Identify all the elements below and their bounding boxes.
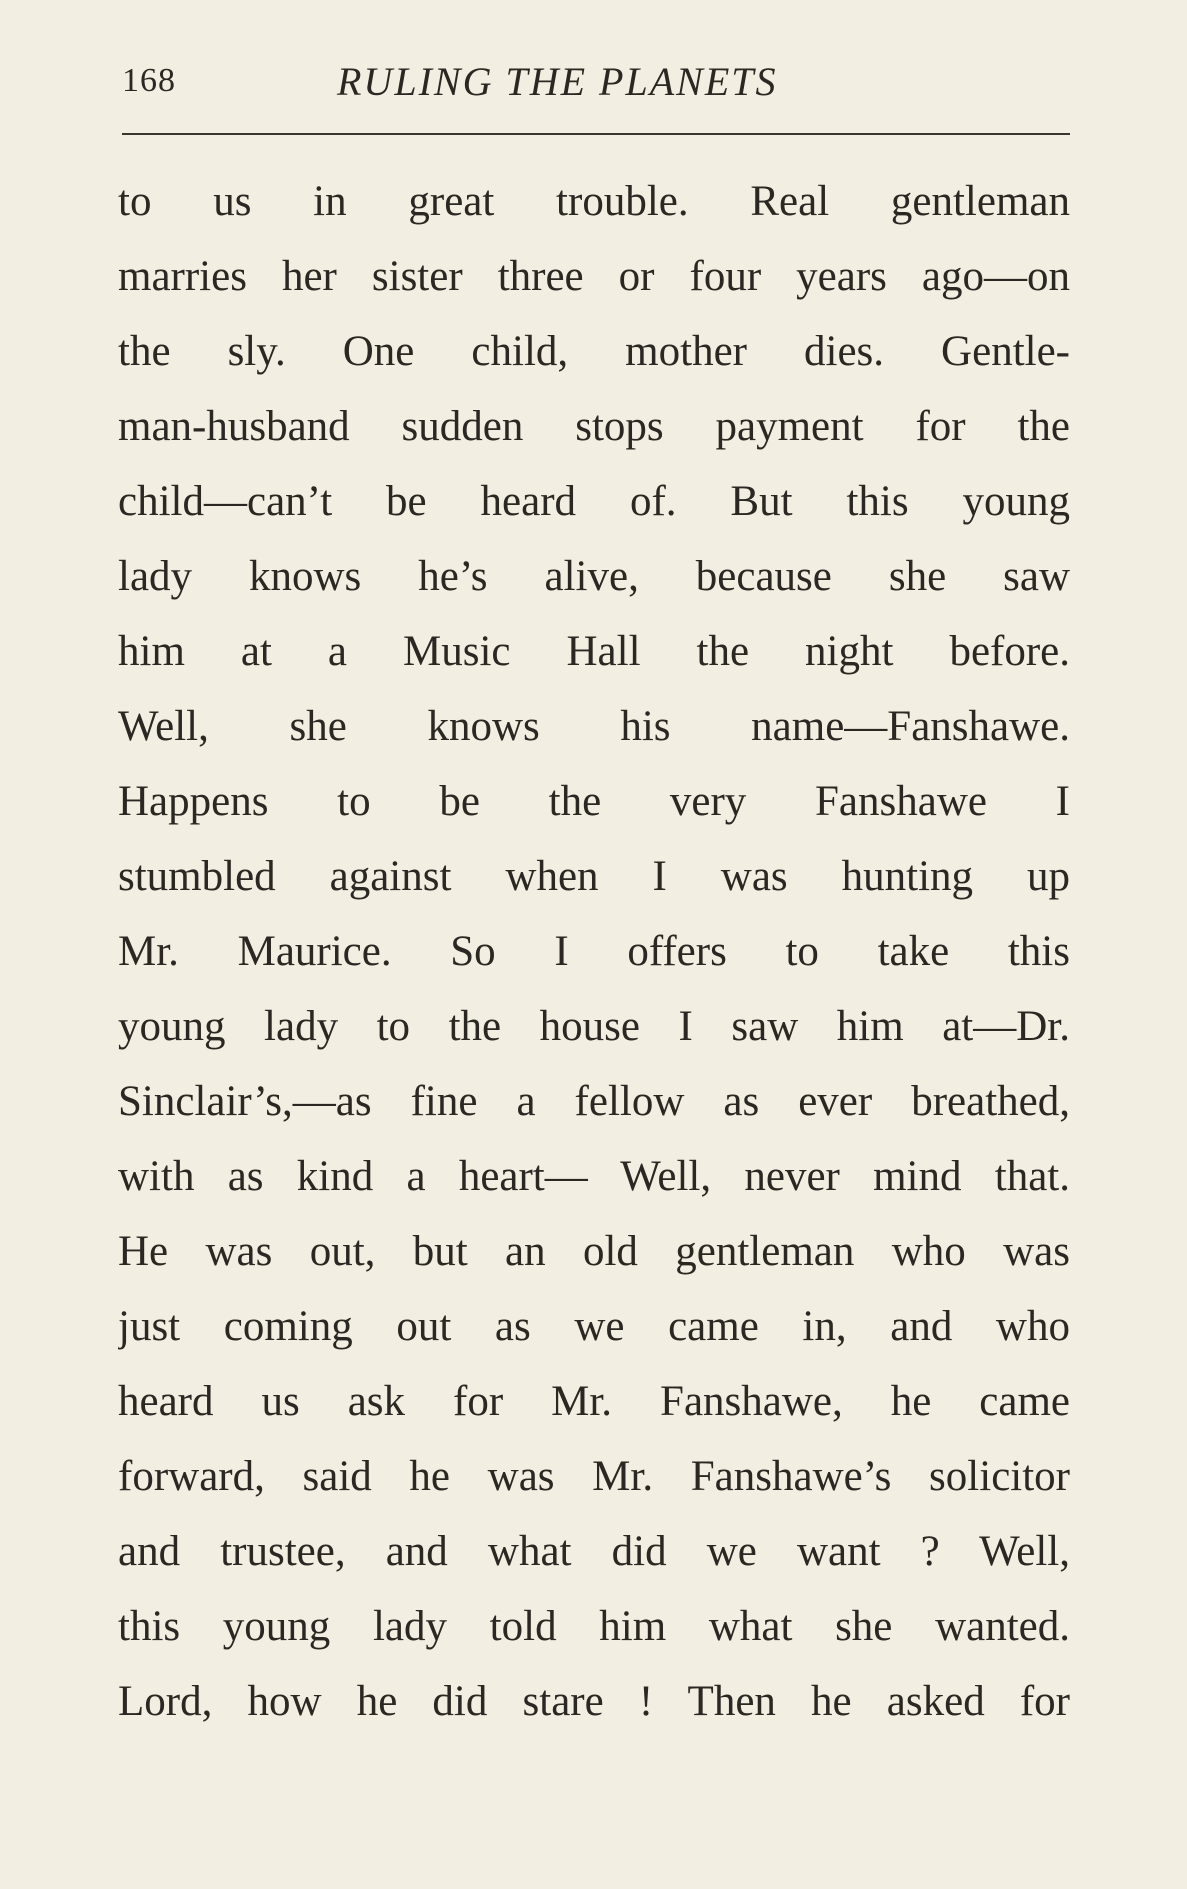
header-rule <box>122 133 1070 135</box>
text-line: man-husband sudden stops payment for the <box>118 403 1070 450</box>
text-line: Sinclair’s,—as fine a fellow as ever breathed, <box>118 1078 1070 1125</box>
running-title: RULING THE PLANETS <box>337 59 778 104</box>
page-number: 168 <box>122 62 176 99</box>
text-line: He was out, but an old gentleman who was <box>118 1228 1070 1275</box>
text-line: him at a Music Hall the night before. <box>118 628 1070 675</box>
text-line: forward, said he was Mr. Fanshawe’s solicitor <box>118 1453 1070 1500</box>
text-line: the sly. One child, mother dies. Gentle- <box>118 328 1070 375</box>
text-line: heard us ask for Mr. Fanshawe, he came <box>118 1378 1070 1425</box>
text-line: with as kind a heart— Well, never mind that. <box>118 1153 1070 1200</box>
text-line: stumbled against when I was hunting up <box>118 853 1070 900</box>
text-line: marries her sister three or four years ago—on <box>118 253 1070 300</box>
text-line: young lady to the house I saw him at—Dr. <box>118 1003 1070 1050</box>
text-line: Lord, how he did stare ! Then he asked for <box>118 1678 1070 1725</box>
text-line: Happens to be the very Fanshawe I <box>118 778 1070 825</box>
text-line: Well, she knows his name—Fanshawe. <box>118 703 1070 750</box>
text-line: and trustee, and what did we want ? Well, <box>118 1528 1070 1575</box>
text-line: this young lady told him what she wanted. <box>118 1603 1070 1650</box>
text-line: child—can’t be heard of. But this young <box>118 478 1070 525</box>
text-line: Mr. Maurice. So I offers to take this <box>118 928 1070 975</box>
text-line: lady knows he’s alive, because she saw <box>118 553 1070 600</box>
text-line: just coming out as we came in, and who <box>118 1303 1070 1350</box>
text-line: to us in great trouble. Real gentleman <box>118 178 1070 225</box>
body-text <box>118 170 1070 1745</box>
running-head <box>122 58 1070 108</box>
